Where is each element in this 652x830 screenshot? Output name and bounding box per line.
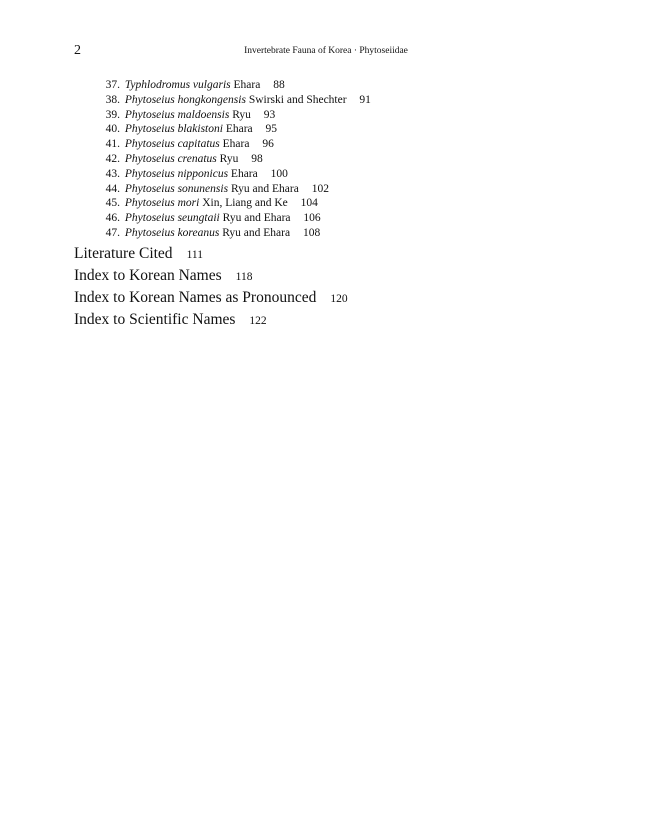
author: Ryu and Ehara xyxy=(222,226,291,239)
species-entry xyxy=(96,152,371,167)
author: Ehara xyxy=(225,123,253,136)
species-entry xyxy=(96,196,371,211)
page-ref: 108 xyxy=(302,226,321,239)
page-ref: 88 xyxy=(273,79,285,91)
author: Ehara xyxy=(230,167,258,180)
entry-number: 47. xyxy=(105,226,120,239)
species-entry xyxy=(96,211,371,226)
section-title: Index to Korean Names xyxy=(74,267,222,284)
page-ref: 111 xyxy=(186,249,203,261)
author: Ehara xyxy=(222,138,250,151)
author: Ehara xyxy=(233,79,261,91)
page-ref: 118 xyxy=(235,271,253,283)
page-ref: 102 xyxy=(311,182,329,195)
species-list xyxy=(96,78,371,241)
page-ref: 93 xyxy=(263,108,276,121)
author: Xin, Liang and Ke xyxy=(202,197,288,210)
scientific-name: Phytoseius capitatus xyxy=(124,138,220,151)
page-number: 2 xyxy=(74,43,81,58)
scientific-name: Phytoseius sonunensis xyxy=(124,182,229,195)
page-ref: 100 xyxy=(270,167,288,180)
species-entry xyxy=(96,137,371,152)
section-title: Literature Cited xyxy=(74,245,173,262)
species-entry xyxy=(96,108,371,123)
section-title: Index to Scientific Names xyxy=(74,311,236,328)
page-ref: 104 xyxy=(300,197,318,210)
entry-number: 39. xyxy=(105,108,120,121)
running-head: Invertebrate Fauna of Korea · Phytoseiidae xyxy=(244,46,408,56)
entry-number: 41. xyxy=(105,138,120,151)
section-entry-index-korean-names xyxy=(74,265,348,287)
entry-number: 46. xyxy=(105,212,120,225)
scientific-name: Phytoseius koreanus xyxy=(124,226,220,239)
species-entry xyxy=(96,167,371,182)
species-entry xyxy=(96,182,371,197)
species-entry xyxy=(96,122,371,137)
author: Ryu and Ehara xyxy=(230,182,299,195)
scientific-name: Phytoseius nipponicus xyxy=(124,167,229,180)
section-list xyxy=(74,243,348,331)
page-ref: 98 xyxy=(251,152,263,165)
species-entry xyxy=(96,93,371,108)
species-entry xyxy=(96,226,371,241)
scientific-name: Phytoseius hongkongensis xyxy=(124,93,246,106)
scientific-name: Phytoseius blakistoni xyxy=(124,123,223,136)
author: Swirski and Shechter xyxy=(248,93,347,106)
page-header xyxy=(74,43,578,59)
scientific-name: Phytoseius crenatus xyxy=(124,152,217,165)
author: Ryu xyxy=(232,108,251,121)
entry-number: 40. xyxy=(105,123,120,136)
page-ref: 96 xyxy=(262,138,274,151)
author: Ryu xyxy=(219,152,239,165)
page-ref: 95 xyxy=(265,123,278,136)
species-entry xyxy=(96,78,371,93)
entry-number: 42. xyxy=(105,152,120,165)
section-entry-index-scientific-names xyxy=(74,309,348,331)
entry-number: 43. xyxy=(105,167,120,180)
section-entry-index-korean-pronounced xyxy=(74,287,348,309)
author: Ryu and Ehara xyxy=(222,212,291,225)
section-title: Index to Korean Names as Pronounced xyxy=(74,289,317,306)
page-ref: 106 xyxy=(303,212,321,225)
entry-number: 38. xyxy=(105,93,120,106)
page-ref: 120 xyxy=(330,293,348,305)
scientific-name: Phytoseius seungtaii xyxy=(124,212,220,225)
scientific-name: Typhlodromus vulgaris xyxy=(124,79,231,91)
page-ref: 91 xyxy=(359,93,371,106)
scientific-name: Phytoseius mori xyxy=(124,197,200,210)
section-entry-literature-cited xyxy=(74,243,348,265)
entry-number: 44. xyxy=(105,182,120,195)
scientific-name: Phytoseius maldoensis xyxy=(124,108,230,121)
entry-number: 45. xyxy=(105,197,120,210)
entry-number: 37. xyxy=(105,79,120,91)
page-ref: 122 xyxy=(249,315,267,327)
